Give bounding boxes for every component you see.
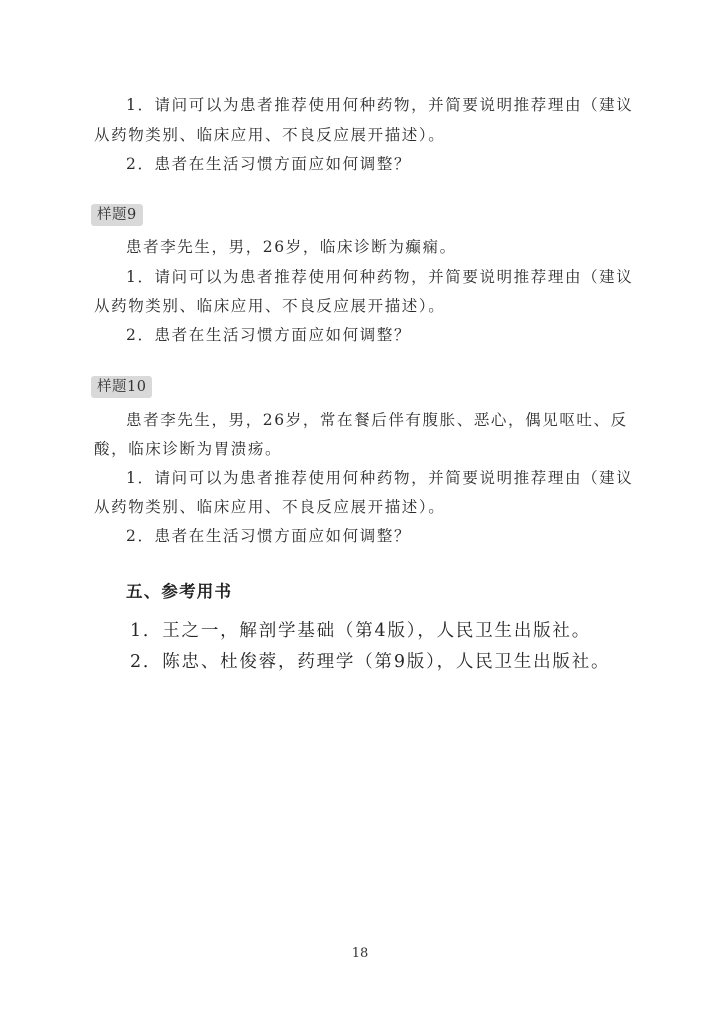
section-heading-references: 五、参考用书 (126, 582, 233, 601)
sample-9-case: 患者李先生，男，26岁，临床诊断为癫痫。 (126, 238, 457, 256)
page-number: 18 (351, 946, 369, 961)
sample-10-question-2: 2．患者在生活习惯方面应如何调整？ (126, 527, 412, 545)
sample-9-question-1-line-1: 1．请问可以为患者推荐使用何种药物，并简要说明推荐理由（建议 (126, 268, 634, 286)
reference-item-2: 2．陈忠、杜俊蓉，药理学（第9版），人民卫生出版社。 (130, 652, 611, 672)
sample-9-tag: 样题9 (91, 204, 143, 226)
sample-10-case-line-1: 患者李先生，男，26岁，常在餐后伴有腹胀、恶心，偶见呕吐、反 (126, 411, 628, 429)
sample-10-tag: 样题10 (91, 376, 152, 398)
sample-10-question-1-line-1: 1．请问可以为患者推荐使用何种药物，并简要说明推荐理由（建议 (126, 469, 634, 487)
sample-10-question-1-line-2: 从药物类别、临床应用、不良反应展开描述）。 (94, 498, 446, 516)
sample-10-case-line-2: 酸，临床诊断为胃溃疡。 (94, 440, 283, 458)
question-1-line-2: 从药物类别、临床应用、不良反应展开描述）。 (94, 126, 446, 144)
question-1-line-1: 1．请问可以为患者推荐使用何种药物，并简要说明推荐理由（建议 (126, 96, 634, 114)
sample-9-question-1-line-2: 从药物类别、临床应用、不良反应展开描述）。 (94, 297, 446, 315)
question-2: 2．患者在生活习惯方面应如何调整？ (126, 155, 412, 173)
reference-item-1: 1．王之一，解剖学基础（第4版），人民卫生出版社。 (130, 621, 592, 641)
sample-9-question-2: 2．患者在生活习惯方面应如何调整？ (126, 326, 412, 344)
